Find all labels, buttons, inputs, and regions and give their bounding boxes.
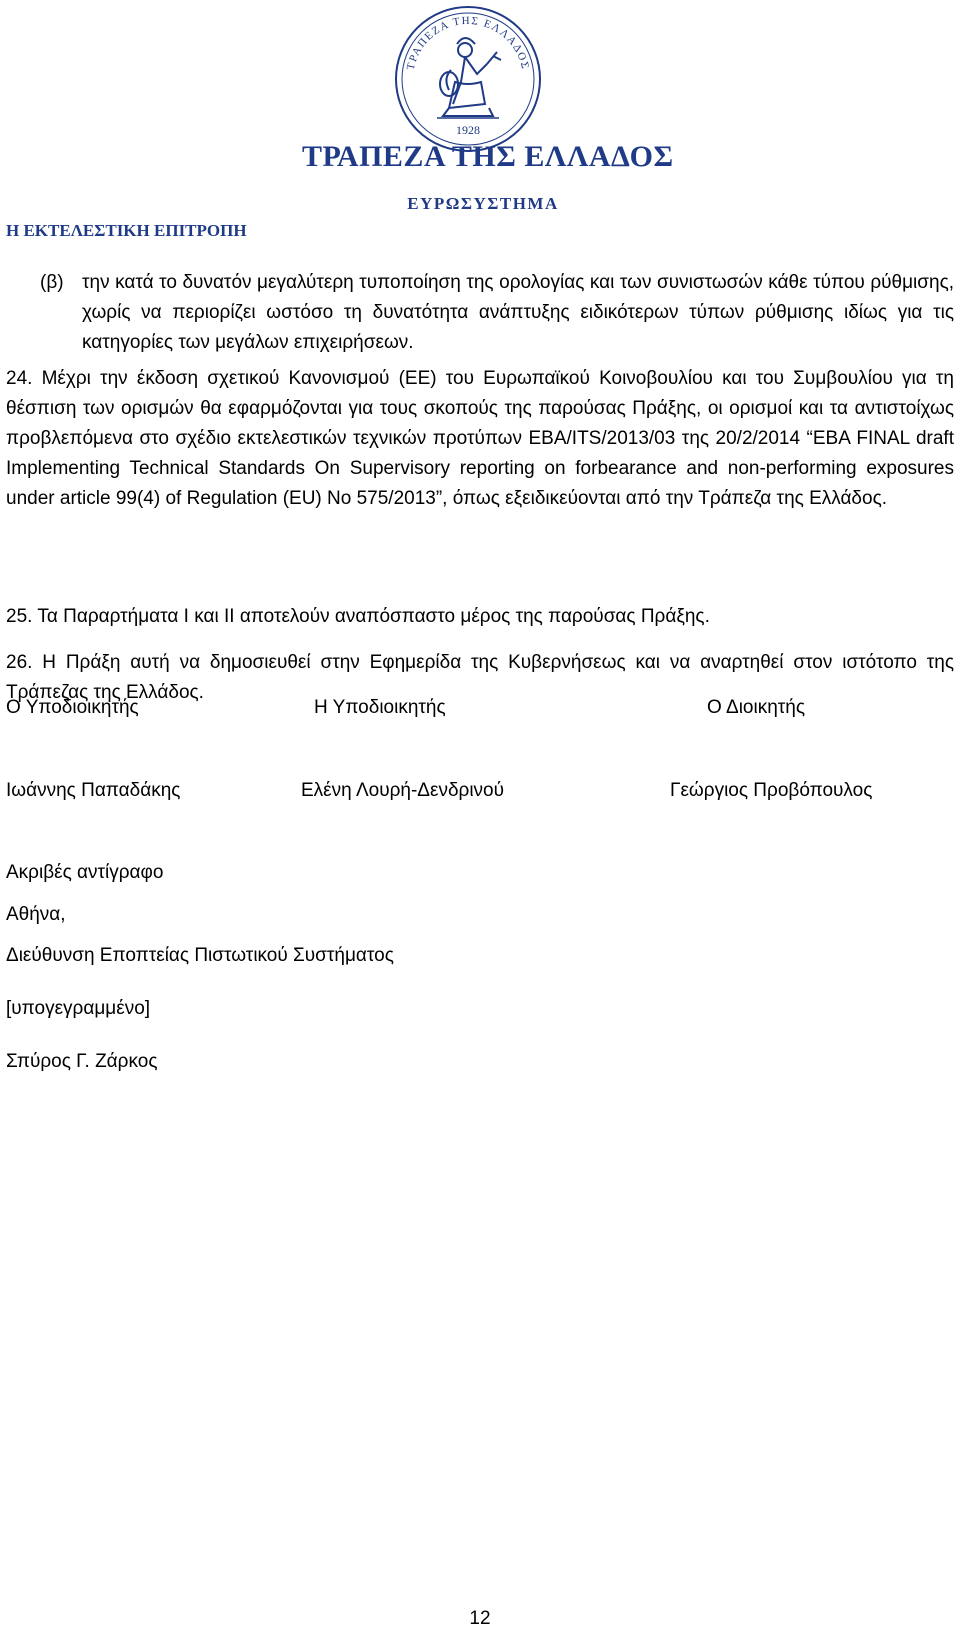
certified-copy: Ακριβές αντίγραφο <box>6 862 164 883</box>
paragraph-26: 26. Η Πράξη αυτή να δημοσιευθεί στην Εφημερίδα της Κυβερνήσεως και να αναρτηθεί στον ιστότοπο της Τράπεζας της Ελλάδος. <box>6 652 954 703</box>
executive-committee-heading: Η ΕΚΤΕΛΕΣΤΙΚΗ ΕΠΙΤΡΟΠΗ <box>6 221 247 240</box>
seal-top-text: ΤΡΑΠΕΖΑ ΤΗΣ ΕΛΛΑΔΟΣ <box>404 14 532 72</box>
signer-name: Σπύρος Γ. Ζάρκος <box>6 1051 158 1072</box>
department-line: Διεύθυνση Εποπτείας Πιστωτικού Συστήματος <box>6 945 394 966</box>
bank-name: ΤΡΑΠΕΖΑ ΤΗΣ ΕΛΛΑΔΟΣ <box>302 140 674 173</box>
signed-line: [υπογεγραμμένο] <box>6 998 151 1019</box>
signatory-name-2: Ελένη Λουρή-Δενδρινού <box>301 780 505 801</box>
paragraph-25: 25. Τα Παραρτήματα Ι και ΙΙ αποτελούν αναπόσπαστο μέρος της παρούσας Πράξης. <box>6 606 710 627</box>
paragraph-b-label: (β) <box>40 272 64 293</box>
signatory-title-2: Η Υποδιοικητής <box>314 697 446 718</box>
paragraph-b-text: την κατά το δυνατόν μεγαλύτερη τυποποίηση της ορολογίας και των συνιστωσών κάθε τύπου ρύθμισης, χωρίς να περιορίζει ωστόσο τη δυνατότητα ανάπτυξης ειδικότερων τύπων ρύθμισης ιδίως για τις κατηγορίες των μεγάλων επιχειρήσεων. <box>82 272 954 353</box>
signatory-name-3: Γεώργιος Προβόπουλος <box>670 780 873 801</box>
paragraph-b <box>40 268 954 358</box>
signatory-title-3: Ο Διοικητής <box>707 697 806 718</box>
city-line: Αθήνα, <box>6 904 66 925</box>
page-number: 12 <box>469 1608 491 1629</box>
signatory-name-1: Ιωάννης Παπαδάκης <box>6 780 181 801</box>
paragraph-24: 24. Μέχρι την έκδοση σχετικού Κανονισμού (ΕΕ) του Ευρωπαϊκού Κοινοβουλίου και του Συμβουλίου για τη θέσπιση των ορισμών θα εφαρμόζονται για τους σκοπούς της παρούσας Πράξης, οι ορισμοί και τα αντιστοίχως προβλεπόμενα στο σχέδιο εκτελεστικών τεχνικών προτύπων EBA/ITS/2013/03 της 20/2/2014 “EBA FINAL draft Implementing Technical Standards On Supervisory reporting on forbearance and non-performing exposures under article 99(4) of Regulation (EU) No 575/2013”, όπως εξειδικεύονται από την Τράπεζα της Ελλάδος. <box>6 368 954 509</box>
seal-year: 1928 <box>456 123 480 137</box>
bank-seal-logo <box>393 4 543 154</box>
signatory-title-1: Ο Υποδιοικητής <box>6 697 139 718</box>
eurosystem-label: ΕΥΡΩΣΥΣΤΗΜΑ <box>407 194 559 213</box>
